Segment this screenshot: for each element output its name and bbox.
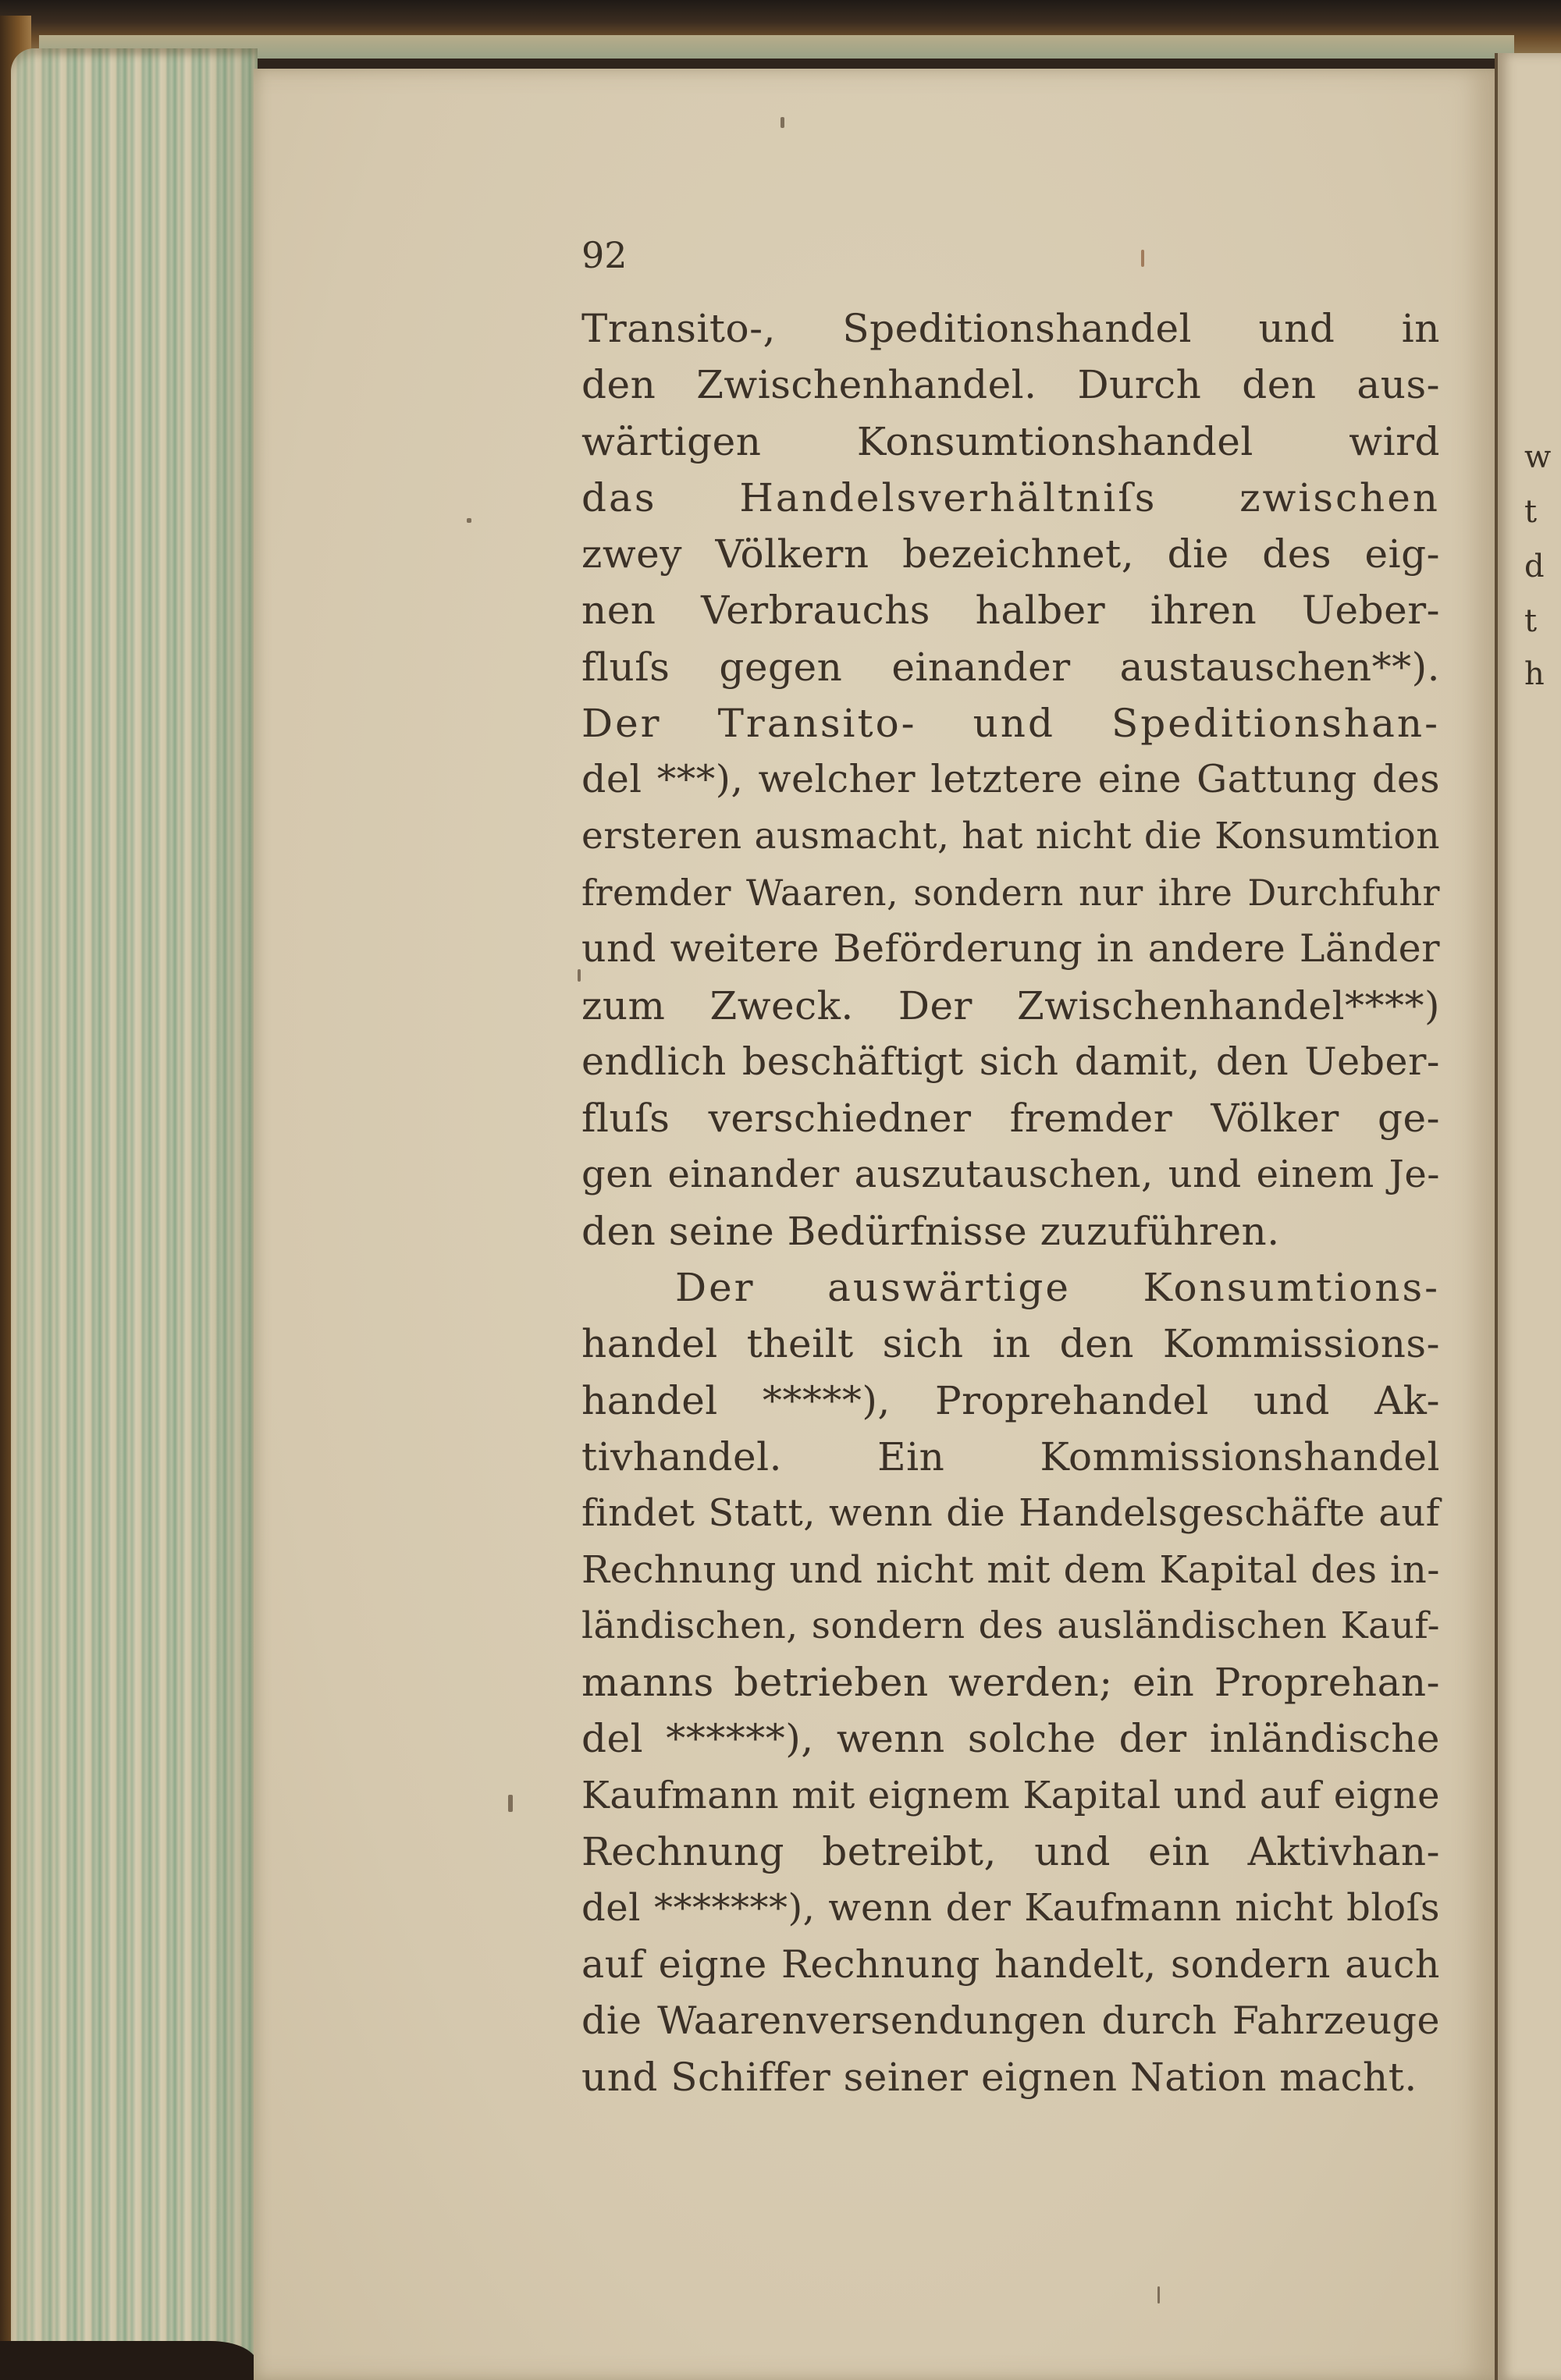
facing-page-glyph: t xyxy=(1524,494,1538,530)
paper-speck xyxy=(467,518,471,523)
text-line: die Waarenversendungen durch Fahrzeuge xyxy=(581,1998,1440,2043)
facing-page xyxy=(1495,53,1561,2380)
paper-speck xyxy=(780,117,784,128)
facing-page-glyph: w xyxy=(1524,439,1552,475)
text-line: findet Statt, wenn die Handelsgeschäfte auf xyxy=(581,1491,1440,1536)
paper-speck xyxy=(1157,2286,1160,2304)
text-line: den Zwischenhandel. Durch den aus- xyxy=(581,362,1440,408)
body-text xyxy=(581,300,1440,2106)
text-line: auf eigne Rechnung handelt, sondern auch xyxy=(581,1941,1440,1987)
text-line: manns betrieben werden; ein Proprehan- xyxy=(581,1660,1440,1706)
text-line: zwey Völkern bezeichnet, die des eig- xyxy=(581,531,1440,577)
book-bottom-shadow xyxy=(0,2341,258,2380)
text-line: handel theilt sich in den Kommissions- xyxy=(581,1321,1440,1367)
text-line: Transito-, Speditionshandel und in xyxy=(581,306,1440,351)
text-line: fluſs verschiedner fremder Völker ge- xyxy=(581,1096,1440,1142)
page-number: 92 xyxy=(581,234,628,276)
text-line: Rechnung betreibt, und ein Aktivhan- xyxy=(581,1829,1440,1875)
paper-speck xyxy=(508,1795,513,1812)
paper-speck xyxy=(1141,250,1144,267)
text-line: und weitere Beförderung in andere Länder xyxy=(581,926,1440,972)
facing-page-glyph: t xyxy=(1524,603,1538,639)
text-line: nen Verbrauchs halber ihren Ueber- xyxy=(581,588,1440,634)
text-line: wärtigen Konsumtionshandel wird xyxy=(581,418,1440,464)
text-line: endlich beschäftigt sich damit, den Ueber- xyxy=(581,1039,1440,1084)
paragraph-start-line: Der auswärtige Konsumtions- xyxy=(675,1265,1440,1311)
text-line: Der Transito- und Speditionshan- xyxy=(581,701,1440,747)
paper-speck xyxy=(578,969,581,982)
facing-page-glyph: h xyxy=(1524,656,1545,692)
text-line: Kaufmann mit eignem Kapital und auf eigne xyxy=(581,1773,1440,1817)
text-line: zum Zweck. Der Zwischenhandel****) xyxy=(581,982,1440,1028)
text-line: und Schiffer seiner eignen Nation macht. xyxy=(581,2055,1417,2101)
text-line: del *******), wenn der Kaufmann nicht bloſs xyxy=(581,1886,1440,1931)
text-line: das Handelsverhältniſs zwischen xyxy=(581,474,1440,520)
text-line: handel *****), Proprehandel und Ak- xyxy=(581,1377,1440,1423)
text-line: tivhandel. Ein Kommissionshandel xyxy=(581,1433,1440,1480)
text-line: gen einander auszutauschen, und einem Je- xyxy=(581,1153,1440,1197)
text-line: del ******), wenn solche der inländische xyxy=(581,1716,1440,1762)
text-line: ländischen, sondern des ausländischen Kauf- xyxy=(581,1604,1440,1647)
page-edges-top xyxy=(39,35,1514,59)
text-line: del ***), welcher letztere eine Gattung des xyxy=(581,757,1440,802)
facing-page-glyph: d xyxy=(1524,549,1545,584)
page-edges-shade xyxy=(11,48,258,2358)
text-line: Rechnung und nicht mit dem Kapital des in- xyxy=(581,1547,1440,1592)
text-line: fremder Waaren, sondern nur ihre Durchfuhr xyxy=(581,871,1440,914)
text-line: den seine Bedürfnisse zuzuführen. xyxy=(581,1208,1280,1254)
text-line: ersteren ausmacht, hat nicht die Konsumtion xyxy=(581,814,1440,858)
text-line: fluſs gegen einander austauschen**). xyxy=(581,644,1440,690)
